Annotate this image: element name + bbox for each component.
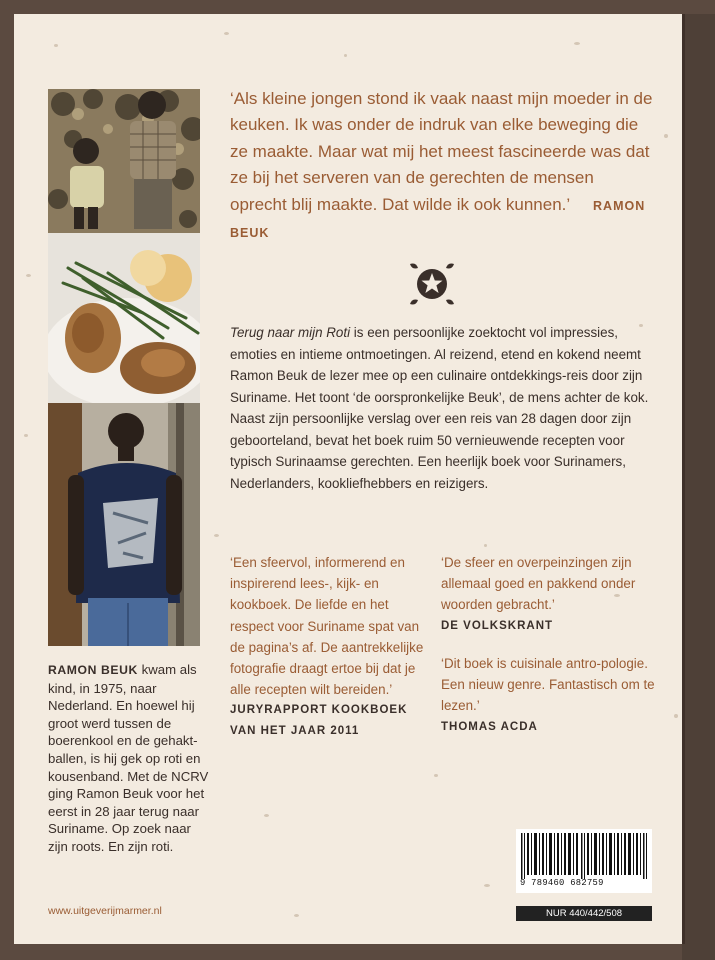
author-bio — [48, 661, 210, 856]
barcode-bars — [521, 833, 647, 879]
review-thomas-acda — [441, 653, 661, 738]
description-intro: is een persoonlijke zoektocht vol impressies, emoties en intieme ontmoetingen. Al reizend, etend en kokend neemt Ramon Beuk de lezer mee op een culinaire ontdekkings-reis door zijn Suriname. Het toont ‘de oorspronkelijke Beuk’, de mens achter de kok. — [230, 325, 649, 405]
quote-author: RAMON BEUK — [230, 198, 646, 241]
nur-code: NUR 440/442/508 — [516, 906, 652, 921]
star-ornament-icon — [404, 256, 460, 312]
author-photo — [48, 403, 200, 646]
isbn-number: 9 789460 682759 — [520, 878, 604, 888]
bio-name: RAMON BEUK — [48, 663, 138, 677]
review-text: ‘De sfeer en overpeinzingen zijn allemaal goed en pakkend onder woorden gebracht.’ — [441, 555, 636, 613]
food-photo — [48, 233, 200, 403]
review-jury — [230, 552, 425, 742]
quote-text: ‘Als kleine jongen stond ik vaak naast mijn moeder in de keuken. Ik was onder de indruk van elke beweging die ze maakte. Maar wat mij het meest fascineerde was dat ze bij het serveren van de gerechten de mensen oprecht blij maakte. Dat wilde ik ook kunnen.’ — [230, 89, 653, 214]
review-source: DE VOLKSKRANT — [441, 619, 554, 632]
review-source: JURYRAPPORT KOOKBOEK VAN HET JAAR 2011 — [230, 704, 408, 738]
review-source: THOMAS ACDA — [441, 720, 538, 733]
author-quote — [230, 86, 655, 246]
publisher-website[interactable]: www.uitgeverijmarmer.nl — [48, 905, 162, 917]
description-paragraph-1 — [230, 322, 660, 408]
isbn-barcode — [516, 829, 652, 893]
review-text: ‘Dit boek is cuisinale antro-pologie. Een nieuw genre. Fantastisch om te lezen.’ — [441, 656, 655, 714]
review-volkskrant — [441, 552, 661, 637]
book-title: Terug naar mijn Roti — [230, 325, 351, 340]
description-paragraph-2: Naast zijn persoonlijke verslag over een reis van 28 dagen door zijn geboorteland, bevat het boek ruim 50 vernieuwende recepten voor typisch Surinaamse gerechten. Een heerlijk boek voor Surinamers, Nederlanders, kookliefhebbers en reizigers. — [230, 411, 632, 491]
review-text: ‘Een sfeervol, informerend en inspirerend lees-, kijk- en kookboek. De liefde en het respect voor Suriname spat van de pagina’s af. De aantrekkelijke fotografie draagt ertoe bij dat je alle recepten wilt bereiden.’ — [230, 555, 424, 698]
book-spine — [682, 14, 715, 960]
bio-text: kwam als kind, in 1975, naar Nederland. En hoewel hij groot werd tussen de boerenkool en de gehakt-ballen, is hij gek op roti en kousenband. Met de NCRV ging Ramon Beuk voor het eerst in 28 jaar terug naar Suriname. Op zoek naar zijn roots. En zijn roti. — [48, 662, 209, 854]
childhood-photo — [48, 89, 200, 233]
book-description — [230, 322, 660, 494]
